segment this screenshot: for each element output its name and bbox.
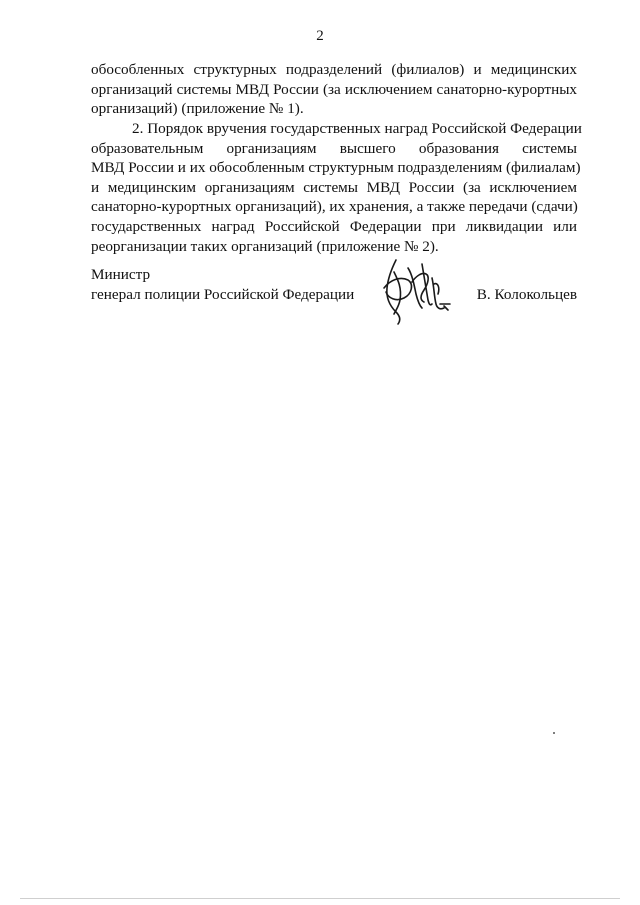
paragraph-2-line: реорганизации таких организаций (приложение № 2). bbox=[91, 237, 439, 255]
signatory-rank: генерал полиции Российской Федерации bbox=[91, 285, 355, 303]
paragraph-2 bbox=[91, 119, 582, 256]
paragraph-2-line: образовательным организациям высшего образования системы bbox=[91, 139, 577, 157]
paragraph-2-line: 2. Порядок вручения государственных наград Российской Федерации bbox=[132, 120, 582, 137]
scan-speck bbox=[553, 732, 555, 734]
signature-block bbox=[91, 265, 577, 325]
paragraph-2-line: государственных наград Российской Федерации при ликвидации или bbox=[91, 217, 577, 235]
paragraph-1-line: обособленных структурных подразделений (филиалов) и медицинских bbox=[91, 61, 577, 78]
paragraph-2-line: МВД России и их обособленным структурным подразделениям (филиалам) bbox=[91, 159, 581, 177]
page-number: 2 bbox=[316, 28, 324, 44]
signatory-name: В. Колокольцев bbox=[476, 285, 577, 303]
paragraph-2-line: санаторно-курортных организаций), их хранения, а также передачи (сдачи) bbox=[91, 198, 578, 216]
scan-edge-line bbox=[20, 898, 620, 899]
signatory-position: Министр bbox=[91, 266, 151, 283]
paragraph-2-line: и медицинским организациям системы МВД России (за исключением bbox=[91, 178, 577, 196]
handwritten-signature bbox=[374, 254, 456, 326]
paragraph-1-line: организаций) (приложение № 1). bbox=[91, 100, 304, 118]
paragraph-1-line: организаций системы МВД России (за исключением санаторно-курортных bbox=[91, 80, 577, 98]
paragraph-1 bbox=[91, 60, 577, 119]
